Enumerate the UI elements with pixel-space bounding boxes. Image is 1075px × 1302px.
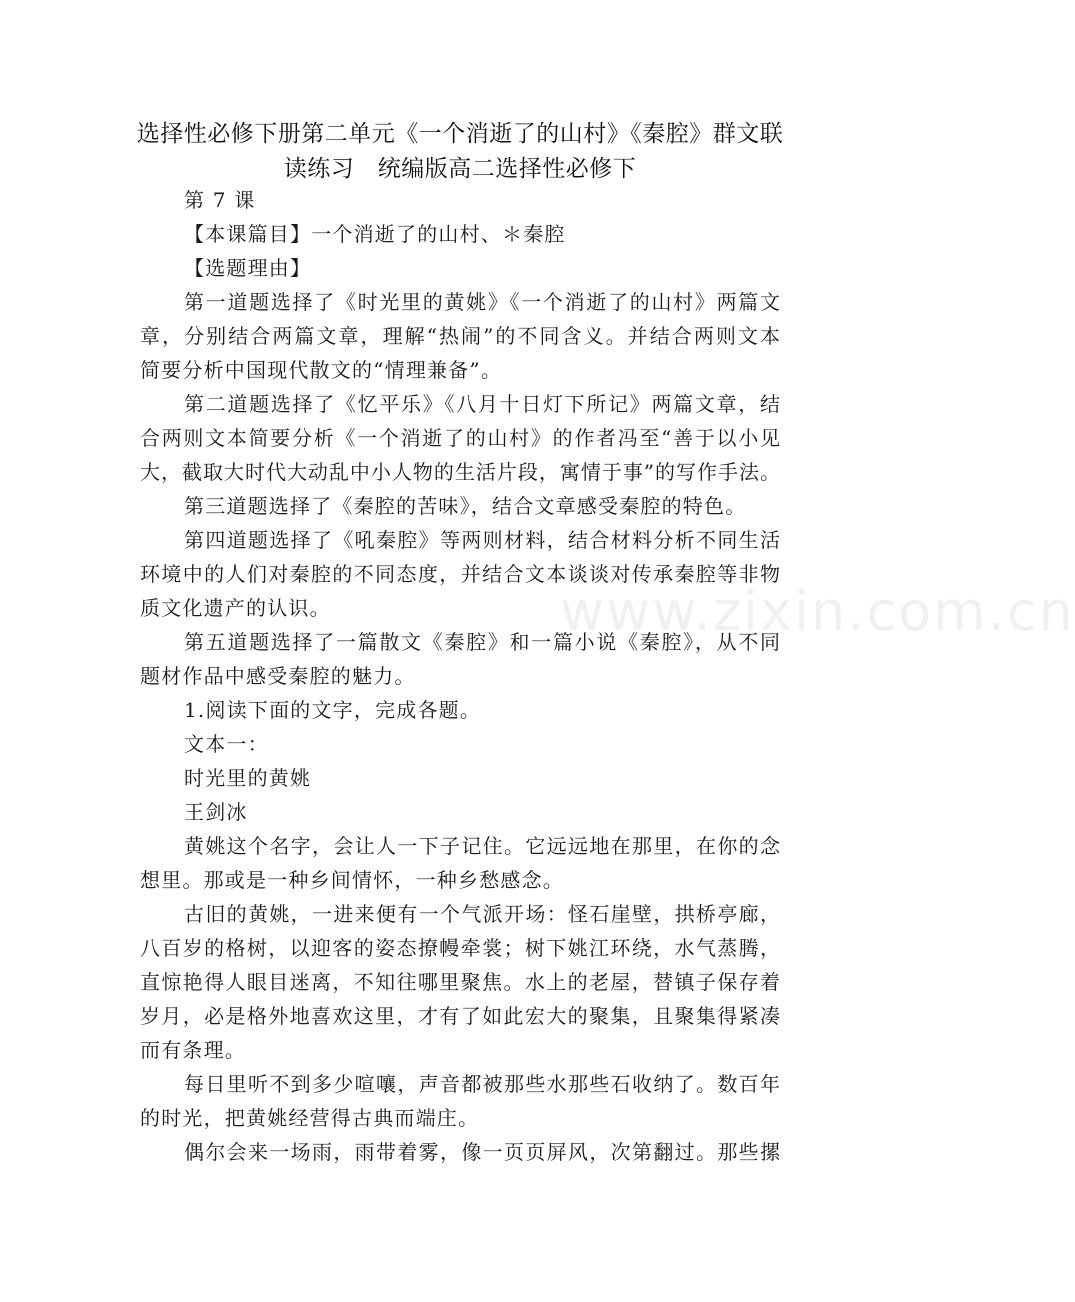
paragraph-line: 第三道题选择了《秦腔的苦味》，结合文章感受秦腔的特色。 — [184, 494, 747, 518]
paragraph-line: 第一道题选择了《时光里的黄姚》《一个消逝了的山村》两篇文 — [184, 290, 780, 314]
paragraph-line: 第二道题选择了《忆平乐》《八月十日灯下所记》两篇文章，结 — [184, 392, 780, 416]
paragraph-line: 的时光，把黄姚经营得古典而端庄。 — [140, 1106, 480, 1130]
paragraph-line: 章，分别结合两篇文章，理解“热闹”的不同含义。并结合两则文本 — [140, 324, 780, 348]
document-title-line-1: 选择性必修下册第二单元《一个消逝了的山村》《秦腔》群文联 — [136, 121, 784, 147]
paragraph-line: 古旧的黄姚，一进来便有一个气派开场：怪石崖壁，拱桥亭廊， — [184, 902, 780, 926]
paragraph-line: 第四道题选择了《吼秦腔》等两则材料，结合材料分析不同生活 — [184, 528, 780, 552]
article-title: 时光里的黄姚 — [184, 766, 312, 790]
watermark: www.zixin.com.cn — [560, 580, 1075, 643]
paragraph-line: 偶尔会来一场雨，雨带着雾，像一页页屏风，次第翻过。那些摞 — [184, 1140, 780, 1164]
paragraph-line: 八百岁的格树，以迎客的姿态撩幔牵裳；树下姚江环绕，水气蒸腾， — [140, 936, 780, 960]
paragraph-line: 质文化遗产的认识。 — [140, 596, 331, 620]
paragraph-line: 环境中的人们对秦腔的不同态度，并结合文本谈谈对传承秦腔等非物 — [140, 562, 780, 586]
paragraph-line: 题材作品中感受秦腔的魅力。 — [140, 664, 416, 688]
paragraph-line: 大，截取大时代大动乱中小人物的生活片段，寓情于事”的写作手法。 — [140, 460, 780, 484]
paragraph-line: 第五道题选择了一篇散文《秦腔》和一篇小说《秦腔》，从不同 — [184, 630, 780, 654]
paragraph-line: 直惊艳得人眼目迷离，不知往哪里聚焦。水上的老屋，替镇子保存着 — [140, 970, 780, 994]
paragraph-line: 合两则文本简要分析《一个消逝了的山村》的作者冯至“善于以小见 — [140, 426, 780, 450]
paragraph-line: 每日里听不到多少喧嚷，声音都被那些水那些石收纳了。数百年 — [184, 1072, 780, 1096]
document-title-line-2: 读练习 统编版高二选择性必修下 — [283, 156, 637, 182]
course-titles: 【本课篇目】一个消逝了的山村、＊秦腔 — [184, 222, 566, 246]
lesson-number: 第 7 课 — [184, 188, 256, 212]
paragraph-line: 岁月，必是格外地喜欢这里，才有了如此宏大的聚集，且聚集得紧凑 — [140, 1004, 780, 1028]
paragraph-line: 黄姚这个名字，会让人一下子记住。它远远地在那里，在你的念 — [184, 834, 780, 858]
reason-heading: 【选题理由】 — [184, 256, 312, 280]
text-label: 文本一： — [184, 732, 269, 756]
paragraph-line: 想里。那或是一种乡间情怀，一种乡愁感念。 — [140, 868, 564, 892]
paragraph-line: 而有条理。 — [140, 1038, 246, 1062]
question-prompt: 1.阅读下面的文字，完成各题。 — [184, 698, 482, 722]
article-author: 王剑冰 — [184, 800, 248, 824]
paragraph-line: 简要分析中国现代散文的“情理兼备”。 — [140, 358, 503, 382]
